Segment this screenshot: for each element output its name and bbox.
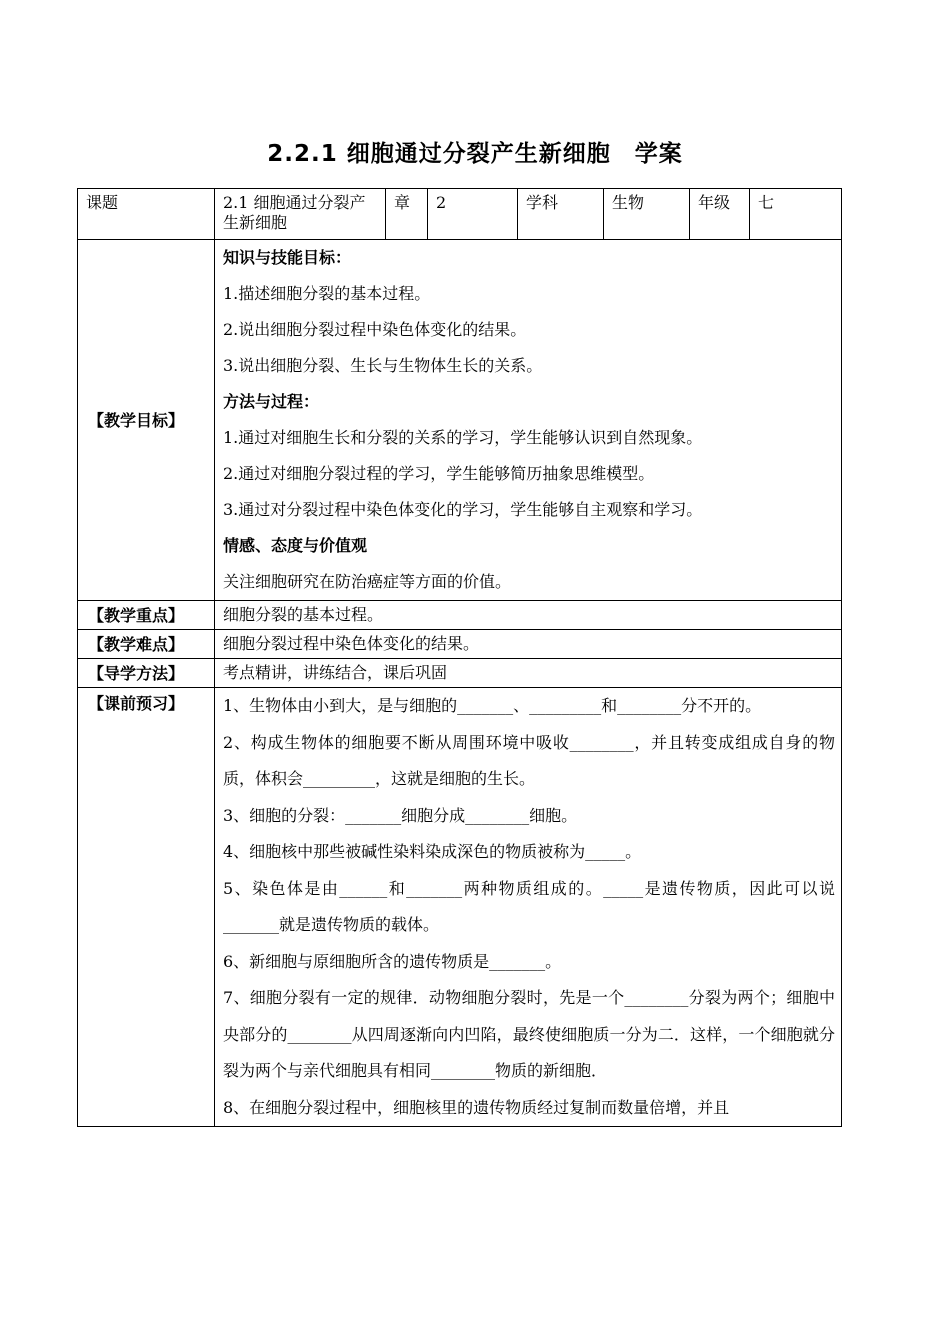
attitude-heading: 情感、态度与价值观 bbox=[223, 536, 368, 555]
method-item: 2.通过对细胞分裂过程的学习，学生能够简历抽象思维模型。 bbox=[223, 464, 655, 483]
preview-item: 4、细胞核中那些被碱性染料染成深色的物质被称为_____。 bbox=[223, 842, 642, 861]
objectives-label: 【教学目标】 bbox=[78, 240, 215, 601]
method-row bbox=[78, 659, 842, 688]
preview-item: 8、在细胞分裂过程中，细胞核里的遗传物质经过复制而数量倍增，并且 bbox=[223, 1097, 730, 1117]
difficulty-value: 细胞分裂过程中染色体变化的结果。 bbox=[215, 630, 842, 659]
subject-value: 生物 bbox=[604, 189, 690, 240]
preview-label: 【课前预习】 bbox=[78, 688, 215, 1127]
preview-item: 6、新细胞与原细胞所含的遗传物质是_______。 bbox=[223, 951, 562, 971]
key-point-label: 【教学重点】 bbox=[78, 601, 215, 630]
objectives-row bbox=[78, 240, 842, 601]
knowledge-item: 1.描述细胞分裂的基本过程。 bbox=[223, 284, 431, 303]
preview-item: 5、染色体是由______和_______两种物质组成的。_____是遗传物质，因此可以说_______就是遗传物质的载体。 bbox=[223, 878, 835, 934]
key-point-row bbox=[78, 601, 842, 630]
key-point-value: 细胞分裂的基本过程。 bbox=[215, 601, 842, 630]
preview-content bbox=[215, 688, 842, 1127]
chapter-value: 2 bbox=[428, 189, 518, 240]
grade-value: 七 bbox=[750, 189, 842, 240]
knowledge-item: 3.说出细胞分裂、生长与生物体生长的关系。 bbox=[223, 356, 543, 375]
method-heading: 方法与过程： bbox=[223, 392, 320, 411]
preview-item: 7、细胞分裂有一定的规律．动物细胞分裂时，先是一个________分裂为两个；细胞中央部分的________从四周逐渐向内凹陷，最终使细胞质一分为二．这样，一个细胞就分裂为两个与亲代细胞具有相同________物质的新细胞． bbox=[223, 988, 835, 1080]
grade-label: 年级 bbox=[690, 189, 750, 240]
lesson-plan-table bbox=[77, 188, 842, 1127]
attitude-item: 关注细胞研究在防治癌症等方面的价值。 bbox=[223, 572, 512, 591]
preview-item: 2、构成生物体的细胞要不断从周围环境中吸收________，并且转变成组成自身的物质，体积会_________，这就是细胞的生长。 bbox=[223, 732, 835, 788]
objectives-content bbox=[215, 240, 842, 601]
method-label: 【导学方法】 bbox=[78, 659, 215, 688]
knowledge-heading: 知识与技能目标： bbox=[223, 248, 352, 267]
method-item: 1.通过对细胞生长和分裂的关系的学习，学生能够认识到自然现象。 bbox=[223, 428, 703, 447]
chapter-label: 章 bbox=[386, 189, 428, 240]
header-row bbox=[78, 189, 842, 240]
knowledge-item: 2.说出细胞分裂过程中染色体变化的结果。 bbox=[223, 320, 527, 339]
method-item: 3.通过对分裂过程中染色体变化的学习，学生能够自主观察和学习。 bbox=[223, 500, 703, 519]
difficulty-row bbox=[78, 630, 842, 659]
topic-label: 课题 bbox=[78, 189, 215, 240]
preview-item: 3、细胞的分裂：_______细胞分成________细胞。 bbox=[223, 805, 578, 825]
preview-row bbox=[78, 688, 842, 1127]
method-value: 考点精讲，讲练结合，课后巩固 bbox=[215, 659, 842, 688]
subject-label: 学科 bbox=[518, 189, 604, 240]
difficulty-label: 【教学难点】 bbox=[78, 630, 215, 659]
topic-value: 2.1 细胞通过分裂产生新细胞 bbox=[215, 189, 386, 240]
preview-item: 1、生物体由小到大，是与细胞的_______、_________和________分不开的。 bbox=[223, 696, 762, 715]
page-title: 2.2.1 细胞通过分裂产生新细胞 学案 bbox=[267, 141, 683, 167]
